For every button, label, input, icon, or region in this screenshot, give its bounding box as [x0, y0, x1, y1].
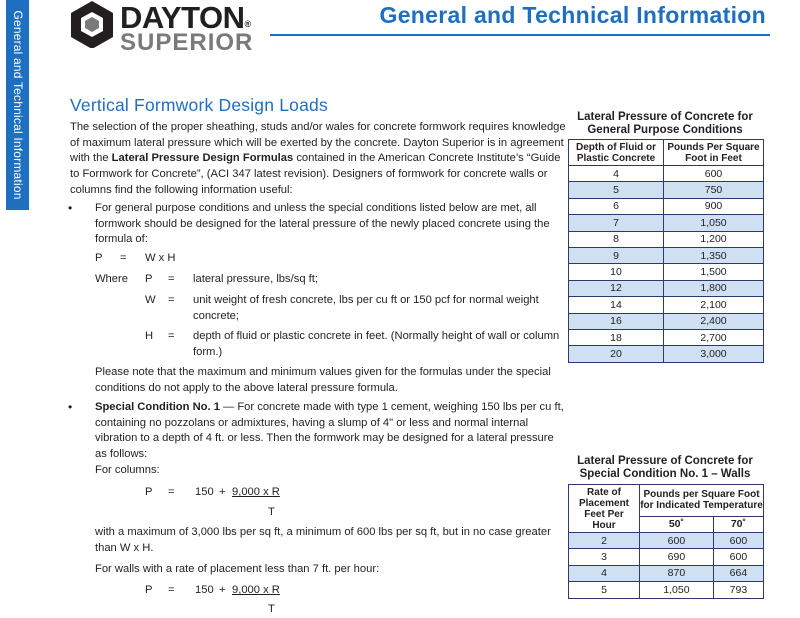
table-row	[569, 565, 764, 581]
header-rule	[270, 34, 770, 36]
bullet-1-note: Please note that the maximum and minimum values given for the formulas under the special conditions do not apply to the above lateral pressure formula.	[95, 366, 551, 394]
def-p-text: lateral pressure, lbs/sq ft;	[193, 273, 318, 285]
table1-col1-header: Depth of Fluid or Plastic Concrete	[569, 140, 664, 166]
table-cell: 664	[713, 565, 763, 581]
formula1-lhs: P	[145, 486, 153, 498]
table-row	[569, 346, 764, 362]
columns-label: For columns:	[95, 464, 160, 476]
def-h-sym: H	[145, 330, 154, 342]
formula1-denominator: T	[268, 506, 275, 518]
formula-rhs: W x H	[145, 252, 176, 264]
page-header-title: General and Technical Information	[379, 2, 766, 28]
def-p-sym: P	[145, 273, 153, 285]
formula2-denominator: T	[268, 603, 275, 615]
table-cell: 1,800	[664, 280, 764, 296]
table-cell: 2	[569, 533, 640, 549]
table-cell: 3	[569, 549, 640, 565]
table-row	[569, 247, 764, 263]
formula1-const: 150	[195, 486, 214, 498]
formula2-eq: =	[168, 584, 175, 596]
table-cell: 600	[664, 166, 764, 182]
table-cell: 14	[569, 297, 664, 313]
table-cell: 10	[569, 264, 664, 280]
table-cell: 2,400	[664, 313, 764, 329]
intro-paragraph: The selection of the proper sheathing, studs and/or wales for concrete formwork requires knowledge of maximum lateral pressure which will be exerted by the concrete. Dayton Superior is in agreement with the Lateral Pressure Design Formulas contained in the American Concrete Institute’s “Guide to Formwork for Concrete”, (ACI 347 latest revision). Designers of formwork for concrete walls or columns find the following information useful:	[70, 121, 566, 196]
brand-line-2: SUPERIOR	[120, 29, 254, 56]
table-cell: 12	[569, 280, 664, 296]
def-h-eq: =	[168, 330, 175, 342]
table-cell: 870	[640, 565, 714, 581]
formula1-plus: +	[219, 486, 226, 498]
table1	[568, 139, 764, 363]
table-cell: 690	[640, 549, 714, 565]
side-tab-label: General and Technical Information	[10, 10, 25, 200]
table-cell: 7	[569, 215, 664, 231]
table-cell: 5	[569, 182, 664, 198]
formula1-eq: =	[168, 486, 175, 498]
table2-header-row	[569, 485, 764, 517]
bullet-1-symbol: •	[68, 201, 73, 215]
table-row	[569, 280, 764, 296]
section-title: Vertical Formwork Design Loads	[70, 95, 328, 115]
bullet-1-text: For general purpose conditions and unless the special conditions listed below are met, all formwork should be designed for the lateral pressure of the newly placed concrete using the formula of:	[95, 202, 550, 246]
bullet-2-symbol: •	[68, 400, 73, 414]
brand-line-1: DAYTON®	[120, 0, 251, 35]
table-cell: 600	[713, 549, 763, 565]
table2-col1-header: Rate of Placement Feet Per Hour	[569, 485, 640, 533]
dayton-superior-logo	[68, 0, 268, 56]
table-row	[569, 182, 764, 198]
table-row	[569, 582, 764, 598]
table-cell: 4	[569, 565, 640, 581]
table2-caption: Lateral Pressure of Concrete for Special Condition No. 1 – Walls	[577, 455, 753, 480]
table2-col2-header: Pounds per Square Foot for Indicated Temperature	[640, 485, 764, 517]
table-cell: 9	[569, 247, 664, 263]
table-cell: 900	[664, 198, 764, 214]
bullet-2-text: Special Condition No. 1 — For concrete made with type 1 cement, weighing 150 lbs per cu ft, containing no pozzolans or admixtures, having a slump of 4" or less and normal internal vibration to a depth of 4 ft. or less. Then the formwork may be designed for a lateral pressure as follows:	[95, 401, 564, 461]
def-w-eq: =	[168, 294, 175, 306]
table-cell: 1,050	[640, 582, 714, 598]
table-row	[569, 329, 764, 345]
table1-caption: Lateral Pressure of Concrete for General Purpose Conditions	[577, 111, 753, 136]
logo-mark-icon	[68, 0, 116, 48]
table-cell: 4	[569, 166, 664, 182]
table-cell: 600	[713, 533, 763, 549]
formula-lhs: P	[95, 252, 103, 264]
table-cell: 3,000	[664, 346, 764, 362]
def-h-text: depth of fluid or plastic concrete in feet. (Normally height of wall or column form.)	[193, 330, 560, 358]
table-row	[569, 215, 764, 231]
table2	[568, 484, 764, 599]
table-cell: 20	[569, 346, 664, 362]
table-row	[569, 166, 764, 182]
table-row	[569, 313, 764, 329]
side-tab	[6, 0, 29, 210]
formula2-lhs: P	[145, 584, 153, 596]
table-cell: 750	[664, 182, 764, 198]
table-cell: 5	[569, 582, 640, 598]
table-cell: 1,200	[664, 231, 764, 247]
table1-header-row	[569, 140, 764, 166]
def-w-text: unit weight of fresh concrete, lbs per cu ft or 150 pcf for normal weight concrete;	[193, 294, 539, 322]
table-cell: 1,050	[664, 215, 764, 231]
table-row	[569, 231, 764, 247]
def-w-sym: W	[145, 294, 156, 306]
table-cell: 1,350	[664, 247, 764, 263]
table1-col2-header: Pounds Per Square Foot in Feet	[664, 140, 764, 166]
formula2-plus: +	[219, 584, 226, 596]
table-row	[569, 549, 764, 565]
table-cell: 8	[569, 231, 664, 247]
table-cell: 2,700	[664, 329, 764, 345]
table2-temp-50: 50˚	[640, 516, 714, 532]
table-row	[569, 297, 764, 313]
walls-label: For walls with a rate of placement less than 7 ft. per hour:	[95, 563, 380, 575]
table-cell: 793	[713, 582, 763, 598]
formula-eq: =	[120, 252, 127, 264]
formula1-note: with a maximum of 3,000 lbs per sq ft, a minimum of 600 lbs per sq ft, but in no case greater than W x H.	[95, 526, 551, 554]
table-cell: 1,500	[664, 264, 764, 280]
table2-temp-70: 70˚	[713, 516, 763, 532]
table-cell: 2,100	[664, 297, 764, 313]
table-cell: 18	[569, 329, 664, 345]
table-cell: 600	[640, 533, 714, 549]
table-row	[569, 264, 764, 280]
where-label: Where	[95, 273, 128, 285]
table-row	[569, 198, 764, 214]
table-cell: 6	[569, 198, 664, 214]
formula2-const: 150	[195, 584, 214, 596]
table-cell: 16	[569, 313, 664, 329]
formula1-numerator: 9,000 x R	[232, 486, 280, 498]
formula2-numerator: 9,000 x R	[232, 584, 280, 596]
def-p-eq: =	[168, 273, 175, 285]
table-row	[569, 533, 764, 549]
